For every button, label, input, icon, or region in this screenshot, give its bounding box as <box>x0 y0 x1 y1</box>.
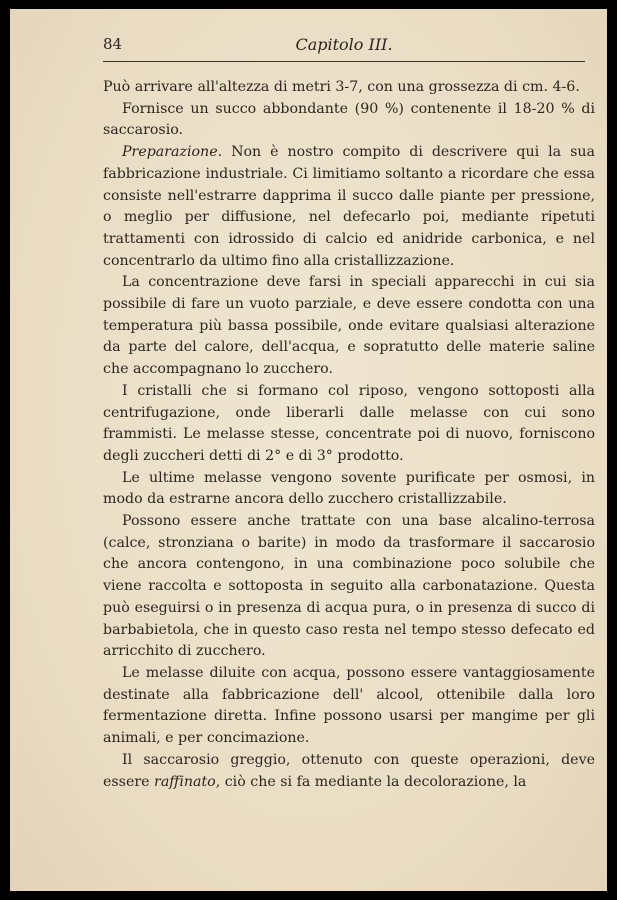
paragraph-inline-italic: raffinato <box>154 773 216 790</box>
paragraph-3 <box>103 142 595 272</box>
paragraph-text: Fornisce un succo abbondante (90 %) contenente il 18-20 % di saccarosio. <box>103 100 595 139</box>
paragraph-text-before-italic: Il saccarosio greggio, ottenuto con queste operazioni, deve essere <box>103 751 595 790</box>
paragraph-9 <box>103 750 595 793</box>
paragraph-text: Possono essere anche trattate con una base alcalino-terrosa (calce, stronziana o barite) in modo da trasformare il saccarosio che ancora contengono, in una combinazione poco solubile che viene raccolta e sottoposta in seguito alla carbonatazione. Questa può eseguirsi o in presenza di acqua pura, o in presenza di succo di barbabietola, che in questo caso resta nel tempo stesso defecato ed arricchito di zucchero. <box>103 513 595 660</box>
page-header <box>103 35 585 61</box>
paragraph-text: Non è nostro compito di descrivere qui la sua fabbricazione industriale. Ci limitiamo soltanto a ricordare che essa consiste nell'estrarre dapprima il succo dalle piante per pressione, o meglio per diffusione, nel defecarlo poi, mediante ripetuti trattamenti con idrossido di calcio ed anidride carbonica, e nel concentrarlo da ultimo fino alla cristallizzazione. <box>103 144 595 269</box>
paragraph-6 <box>103 468 595 511</box>
paragraph-7 <box>103 511 595 663</box>
paragraph-1 <box>103 77 595 99</box>
paragraph-text: , ciò che si fa mediante la decolorazione, la <box>215 773 527 790</box>
paragraph-text: La concentrazione deve farsi in speciali apparecchi in cui sia possibile di fare un vuoto parziale, e deve essere condotta con una temperatura più bassa possibile, onde evitare qualsiasi alterazione da parte del calore, dell'acqua, e sopratutto delle materie saline che accompagnano lo zucchero. <box>103 274 595 378</box>
chapter-title: Capitolo III. <box>295 35 393 54</box>
paragraph-text: I cristalli che si formano col riposo, vengono sottoposti alla centrifugazione, onde liberarli dalle melasse con cui sono frammisti. Le melasse stesse, concentrate poi di nuovo, forniscono degli zuccheri detti di 2° e di 3° prodotto. <box>103 382 595 464</box>
page-number: 84 <box>103 35 123 53</box>
paragraph-text: Le melasse diluite con acqua, possono essere vantaggiosamente destinate alla fabbricazione dell' alcool, ottenibile dalla loro fermentazione diretta. Infine possono usarsi per mangime per gli animali, e per concimazione. <box>103 664 595 747</box>
book-page <box>10 9 607 891</box>
paragraph-5 <box>103 381 595 468</box>
paragraph-8 <box>103 663 595 750</box>
paragraph-lead-italic: Preparazione. <box>122 144 223 161</box>
body-text <box>103 77 595 793</box>
paragraph-2 <box>103 99 595 142</box>
paragraph-text: Può arrivare all'altezza di metri 3-7, con una grossezza di cm. 4-6. <box>103 79 580 95</box>
paragraph-text: Le ultime melasse vengono sovente purificate per osmosi, in modo da estrarne ancora dello zucchero cristallizzabile. <box>103 469 595 508</box>
header-rule <box>103 61 585 62</box>
paragraph-4 <box>103 272 595 381</box>
